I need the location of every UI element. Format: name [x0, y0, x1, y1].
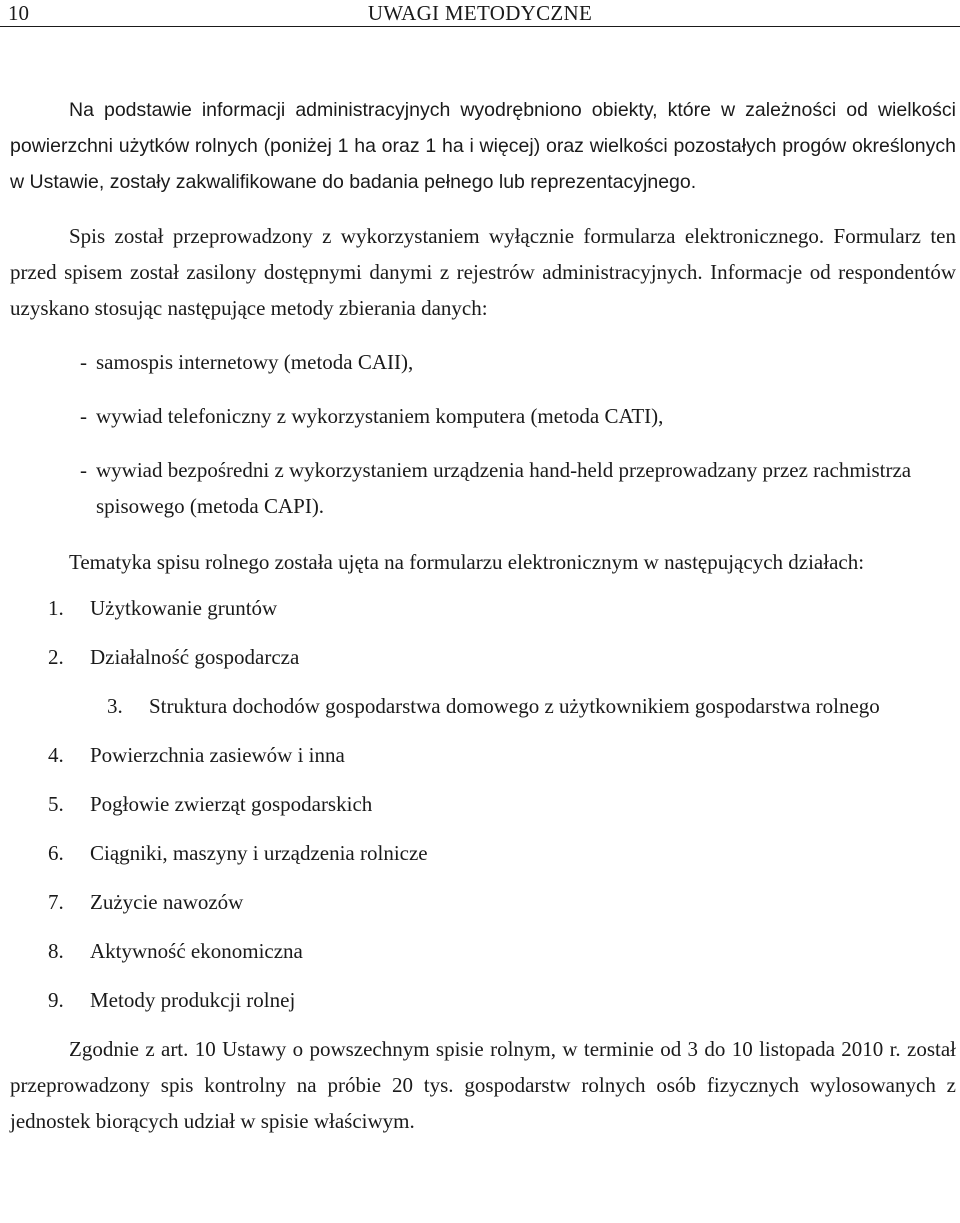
- item-number: 1.: [48, 596, 64, 620]
- item-number: 4.: [48, 743, 64, 767]
- methods-list: [10, 344, 956, 524]
- list-item: [10, 398, 956, 434]
- method-text: wywiad telefoniczny z wykorzystaniem komputera (metoda CATI),: [96, 404, 664, 428]
- sections-list: [10, 590, 956, 1019]
- method-text: samospis internetowy (metoda CAII),: [96, 350, 414, 374]
- item-text: Metody produkcji rolnej: [90, 988, 296, 1012]
- item-number: 7.: [48, 890, 64, 914]
- item-number: 9.: [48, 988, 64, 1012]
- item-text: Ciągniki, maszyny i urządzenia rolnicze: [90, 841, 428, 865]
- dash-marker: -: [80, 350, 87, 374]
- item-text: Struktura dochodów gospodarstwa domowego z użytkownikiem gospodarstwa rolnego: [149, 694, 880, 718]
- dash-marker: -: [80, 404, 87, 428]
- item-number: 2.: [48, 645, 64, 669]
- list-item: [10, 688, 956, 725]
- list-item: [10, 884, 956, 921]
- paragraph-topics-intro: Tematyka spisu rolnego została ujęta na formularzu elektronicznym w następujących działach:: [69, 550, 865, 574]
- paragraph-closing: Zgodnie z art. 10 Ustawy o powszechnym spisie rolnym, w terminie od 3 do 10 listopada 2010 r. został przeprowadzony spis kontrolny na próbie 20 tys. gospodarstw rolnych osób fizycznych wylosowanych z jednostek biorących udział w spisie właściwym.: [10, 1037, 956, 1133]
- item-text: Pogłowie zwierząt gospodarskich: [90, 792, 373, 816]
- list-item: [10, 344, 956, 380]
- running-title: UWAGI METODYCZNE: [367, 1, 593, 25]
- list-item: [10, 452, 956, 524]
- item-text: Zużycie nawozów: [90, 890, 244, 914]
- dash-marker: -: [80, 458, 87, 482]
- item-text: Użytkowanie gruntów: [90, 596, 278, 620]
- item-number: 8.: [48, 939, 64, 963]
- list-item: [10, 786, 956, 823]
- item-text: Działalność gospodarcza: [90, 645, 300, 669]
- list-item: [10, 590, 956, 627]
- item-number: 5.: [48, 792, 64, 816]
- list-item: [10, 639, 956, 676]
- item-text: Powierzchnia zasiewów i inna: [90, 743, 345, 767]
- list-item: [10, 982, 956, 1019]
- page-number: 10: [8, 1, 29, 25]
- item-number: 6.: [48, 841, 64, 865]
- list-item: [10, 737, 956, 774]
- header-rule: [0, 26, 960, 27]
- paragraph-intro: Na podstawie informacji administracyjnych wyodrębniono obiekty, które w zależności od wielkości powierzchni użytków rolnych (poniżej 1 ha oraz 1 ha i więcej) oraz wielkości pozostałych progów określonych w Ustawie, zostały zakwalifikowane do badania pełnego lub reprezentacyjnego.: [10, 99, 956, 193]
- method-text: wywiad bezpośredni z wykorzystaniem urządzenia hand-held przeprowadzany przez rachmistrza spisowego (metoda CAPI).: [96, 458, 912, 518]
- paragraph-census-method: Spis został przeprowadzony z wykorzystaniem wyłącznie formularza elektronicznego. Formularz ten przed spisem został zasilony dostępnymi danymi z rejestrów administracyjnych. Informacje od respondentów uzyskano stosując następujące metody zbierania danych:: [10, 224, 956, 320]
- item-text: Aktywność ekonomiczna: [90, 939, 303, 963]
- list-item: [10, 835, 956, 872]
- page-body: [10, 92, 956, 1139]
- item-number: 3.: [107, 694, 123, 718]
- page-header: [0, 0, 960, 27]
- list-item: [10, 933, 956, 970]
